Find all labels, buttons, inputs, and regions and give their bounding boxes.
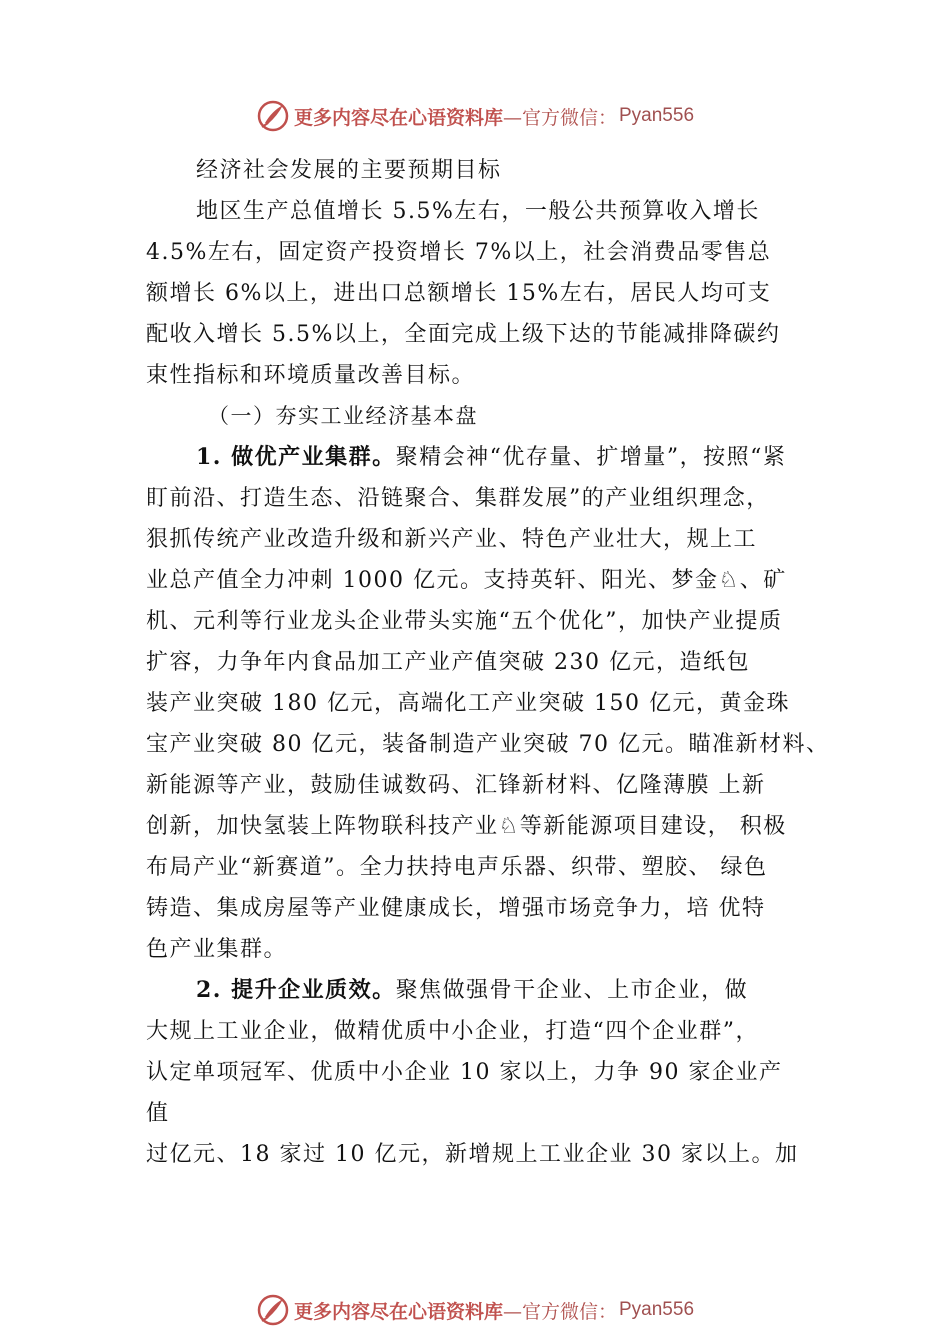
paragraph-industry-clusters (146, 437, 846, 970)
text-line: 装产业突破 180 亿元，高端化工产业突破 150 亿元，黄金珠 (146, 691, 790, 716)
watermark-id: Pyan556 (619, 1299, 695, 1320)
text-line: 认定单项冠军、优质中小企业 10 家以上，力争 90 家企业产 (146, 1060, 783, 1085)
watermark-footer (0, 1290, 950, 1330)
watermark-gray-text: —官方微信： (502, 1300, 617, 1323)
text-line: 创新，加快氢装上阵物联科技产业♘等新能源项目建设， 积极 (146, 814, 787, 839)
quill-logo-icon (256, 1293, 290, 1327)
text-line (146, 970, 846, 1011)
text-line: 值 (146, 1101, 170, 1126)
item-text: 聚焦做强骨干企业、上市企业，做 (395, 978, 749, 1003)
item-label: 2. 提升企业质效。 (196, 977, 396, 1003)
text-line: 扩容，力争年内食品加工产业产值突破 230 亿元，造纸包 (146, 650, 750, 675)
text-line: 盯前沿、打造生态、沿链聚合、集群发展”的产业组织理念， (146, 486, 770, 511)
text-line: 4.5%左右，固定资产投资增长 7%以上，社会消费品零售总 (146, 240, 772, 265)
text-line: 色产业集群。 (146, 937, 288, 962)
watermark-id: Pyan556 (619, 105, 695, 126)
watermark-gray-text: —官方微信： (502, 106, 617, 129)
text-line: 地区生产总值增长 5.5%左右，一般公共预算收入增长 (196, 199, 760, 224)
text-line: 狠抓传统产业改造升级和新兴产业、特色产业壮大，规上工 (146, 527, 758, 552)
document-body (146, 150, 846, 1175)
item-text: 聚精会神“优存量、扩增量”，按照“紧 (395, 445, 787, 470)
text-line: 新能源等产业，鼓励佳诚数码、汇锋新材料、亿隆薄膜 上新 (146, 773, 766, 798)
watermark-red-text: 更多内容尽在心语资料库 (293, 106, 503, 129)
text-line: 过亿元、18 家过 10 亿元，新增规上工业企业 30 家以上。加 (146, 1142, 799, 1167)
section-heading: 经济社会发展的主要预期目标 (196, 158, 502, 183)
subsection-heading: （一）夯实工业经济基本盘 (208, 404, 478, 428)
item-label: 1. 做优产业集群。 (196, 444, 396, 470)
text-line: 额增长 6%以上，进出口总额增长 15%左右，居民人均可支 (146, 281, 772, 306)
watermark-header (0, 96, 950, 136)
text-line: 布局产业“新赛道”。全力扶持电声乐器、织带、塑胶、 绿色 (146, 855, 768, 880)
text-line: 束性指标和环境质量改善目标。 (146, 363, 476, 388)
text-line: 宝产业突破 80 亿元，装备制造产业突破 70 亿元。瞄准新材料、 (146, 732, 830, 757)
text-line: 业总产值全力冲刺 1000 亿元。支持英轩、阳光、梦金♘、矿 (146, 568, 787, 593)
quill-logo-icon (256, 99, 290, 133)
text-line: 铸造、集成房屋等产业健康成长，增强市场竞争力，培 优特 (146, 896, 766, 921)
text-line: 大规上工业企业，做精优质中小企业，打造“四个企业群”， (146, 1019, 759, 1044)
paragraph-targets (146, 191, 846, 396)
text-line (146, 437, 846, 478)
text-line: 机、元利等行业龙头企业带头实施“五个优化”，加快产业提质 (146, 609, 783, 634)
watermark-red-text: 更多内容尽在心语资料库 (293, 1300, 503, 1323)
paragraph-enterprise-quality (146, 970, 846, 1175)
text-line: 配收入增长 5.5%以上，全面完成上级下达的节能减排降碳约 (146, 322, 781, 347)
